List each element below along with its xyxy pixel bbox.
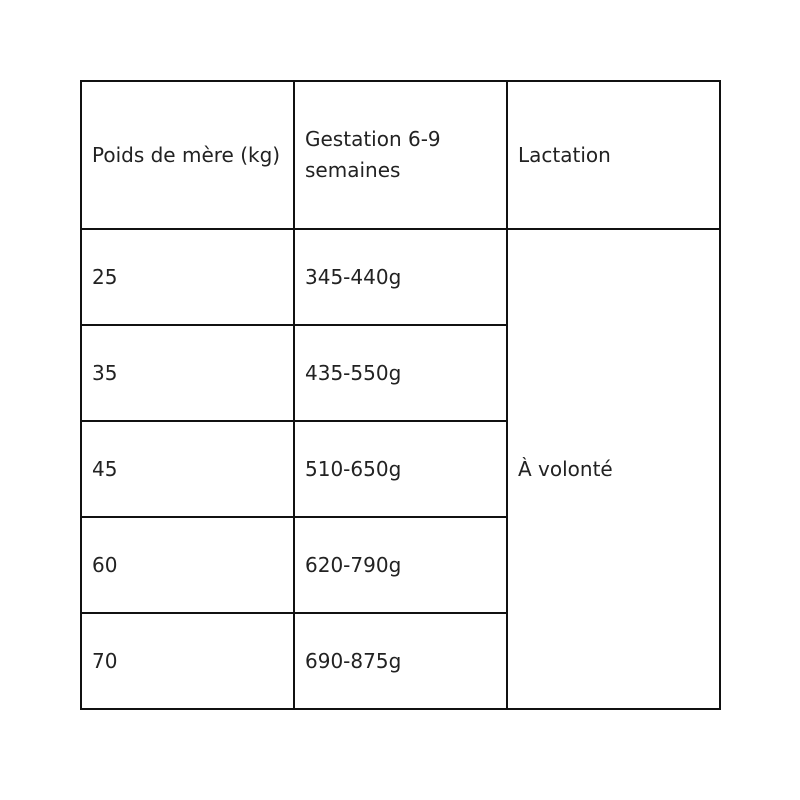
feeding-table — [80, 80, 721, 710]
cell-lactation-value: À volonté — [518, 456, 613, 481]
cell-gestation — [294, 421, 507, 517]
header-mother-weight-label: Poids de mère (kg) — [92, 142, 281, 167]
cell-gestation — [294, 613, 507, 709]
cell-weight-value: 70 — [92, 648, 118, 673]
cell-gestation — [294, 325, 507, 421]
feeding-table-container — [80, 80, 720, 708]
cell-weight — [81, 421, 294, 517]
header-gestation — [294, 81, 507, 229]
header-lactation-label: Lactation — [518, 142, 611, 167]
cell-gestation-value: 345-440g — [305, 264, 402, 289]
header-mother-weight — [81, 81, 294, 229]
cell-weight — [81, 613, 294, 709]
table-header-row — [81, 81, 720, 229]
cell-weight — [81, 325, 294, 421]
header-gestation-label: Gestation 6-9 semaines — [305, 127, 441, 182]
cell-weight-value: 25 — [92, 264, 118, 289]
cell-gestation-value: 510-650g — [305, 456, 402, 481]
cell-gestation-value: 435-550g — [305, 360, 402, 385]
cell-weight — [81, 517, 294, 613]
cell-weight-value: 60 — [92, 552, 118, 577]
cell-gestation — [294, 517, 507, 613]
cell-gestation-value: 690-875g — [305, 648, 402, 673]
cell-lactation — [507, 229, 720, 709]
cell-gestation-value: 620-790g — [305, 552, 402, 577]
cell-weight — [81, 229, 294, 325]
table-row — [81, 229, 720, 325]
cell-gestation — [294, 229, 507, 325]
cell-weight-value: 35 — [92, 360, 118, 385]
header-lactation — [507, 81, 720, 229]
cell-weight-value: 45 — [92, 456, 118, 481]
